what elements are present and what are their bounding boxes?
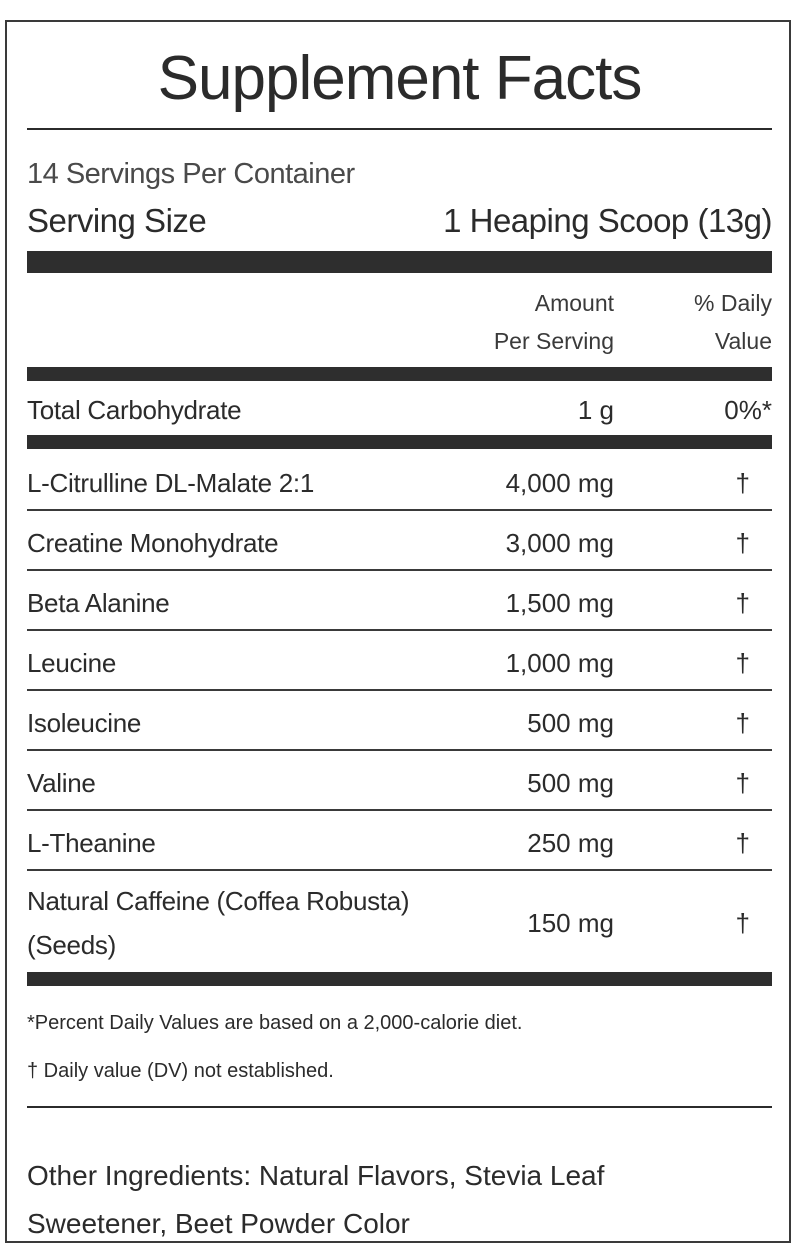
ingredient-name-line2: (Seeds) <box>27 930 116 960</box>
ingredient-name: Valine <box>27 768 96 798</box>
nutrient-amount: 1 g <box>577 395 614 425</box>
serving-size-value: 1 Heaping Scoop (13g) <box>443 202 772 239</box>
row-divider <box>27 629 772 631</box>
ingredient-name: Beta Alanine <box>27 588 170 618</box>
dagger-mark: † <box>735 708 750 738</box>
row-divider <box>27 569 772 571</box>
panel-title: Supplement Facts <box>157 44 642 113</box>
dagger-footnote: † Daily value (DV) not established. <box>27 1060 334 1082</box>
ingredient-amount: 150 mg <box>527 908 614 938</box>
row-divider <box>27 689 772 691</box>
carbohydrate-bar <box>27 435 772 449</box>
other-ingredients-line2: Sweetener, Beet Powder Color <box>27 1208 410 1239</box>
dagger-mark: † <box>735 768 750 798</box>
serving-bar <box>27 251 772 273</box>
nutrient-daily-value: 0%* <box>724 395 772 425</box>
ingredient-amount: 4,000 mg <box>505 468 614 498</box>
table-row <box>27 886 772 974</box>
ingredient-name: L-Citrulline DL-Malate 2:1 <box>27 468 314 498</box>
servings-per-container: 14 Servings Per Container <box>27 158 355 190</box>
amount-header-line2: Per Serving <box>493 328 614 354</box>
ingredient-amount: 500 mg <box>527 768 614 798</box>
ingredient-amount: 1,000 mg <box>505 648 614 678</box>
ingredient-amount: 250 mg <box>527 828 614 858</box>
amount-column-header <box>494 284 614 360</box>
other-ingredients-line1: Other Ingredients: Natural Flavors, Stevia Leaf <box>27 1160 605 1191</box>
ingredient-name: Leucine <box>27 648 116 678</box>
daily-value-column-header <box>694 284 772 360</box>
amount-header-line1: Amount <box>534 290 614 316</box>
row-divider <box>27 509 772 511</box>
serving-size-label: Serving Size <box>27 202 207 239</box>
ingredient-name: L-Theanine <box>27 828 156 858</box>
footnote-rule <box>27 1106 772 1108</box>
row-divider <box>27 869 772 871</box>
ingredient-name-line1: Natural Caffeine (Coffea Robusta) <box>27 886 410 916</box>
ingredient-amount: 3,000 mg <box>505 528 614 558</box>
supplement-facts-panel <box>5 20 791 1243</box>
ingredient-amount: 500 mg <box>527 708 614 738</box>
ingredient-name: Creatine Monohydrate <box>27 528 279 558</box>
dagger-mark: † <box>735 648 750 678</box>
row-divider <box>27 809 772 811</box>
dagger-mark: † <box>735 528 750 558</box>
ingredient-amount: 1,500 mg <box>505 588 614 618</box>
row-divider <box>27 749 772 751</box>
title-rule <box>27 128 772 130</box>
other-ingredients <box>27 1152 712 1248</box>
panel-content <box>27 22 772 1241</box>
dagger-mark: † <box>735 468 750 498</box>
ingredients-bottom-bar <box>27 972 772 986</box>
dv-header-line2: Value <box>714 328 772 354</box>
nutrient-name: Total Carbohydrate <box>27 395 242 425</box>
dv-header-line1: % Daily <box>694 290 772 316</box>
header-bar <box>27 367 772 381</box>
ingredient-name: Isoleucine <box>27 708 142 738</box>
dagger-mark: † <box>735 588 750 618</box>
percent-dv-footnote: *Percent Daily Values are based on a 2,000-calorie diet. <box>27 1012 523 1034</box>
dagger-mark: † <box>735 908 750 938</box>
dagger-mark: † <box>735 828 750 858</box>
